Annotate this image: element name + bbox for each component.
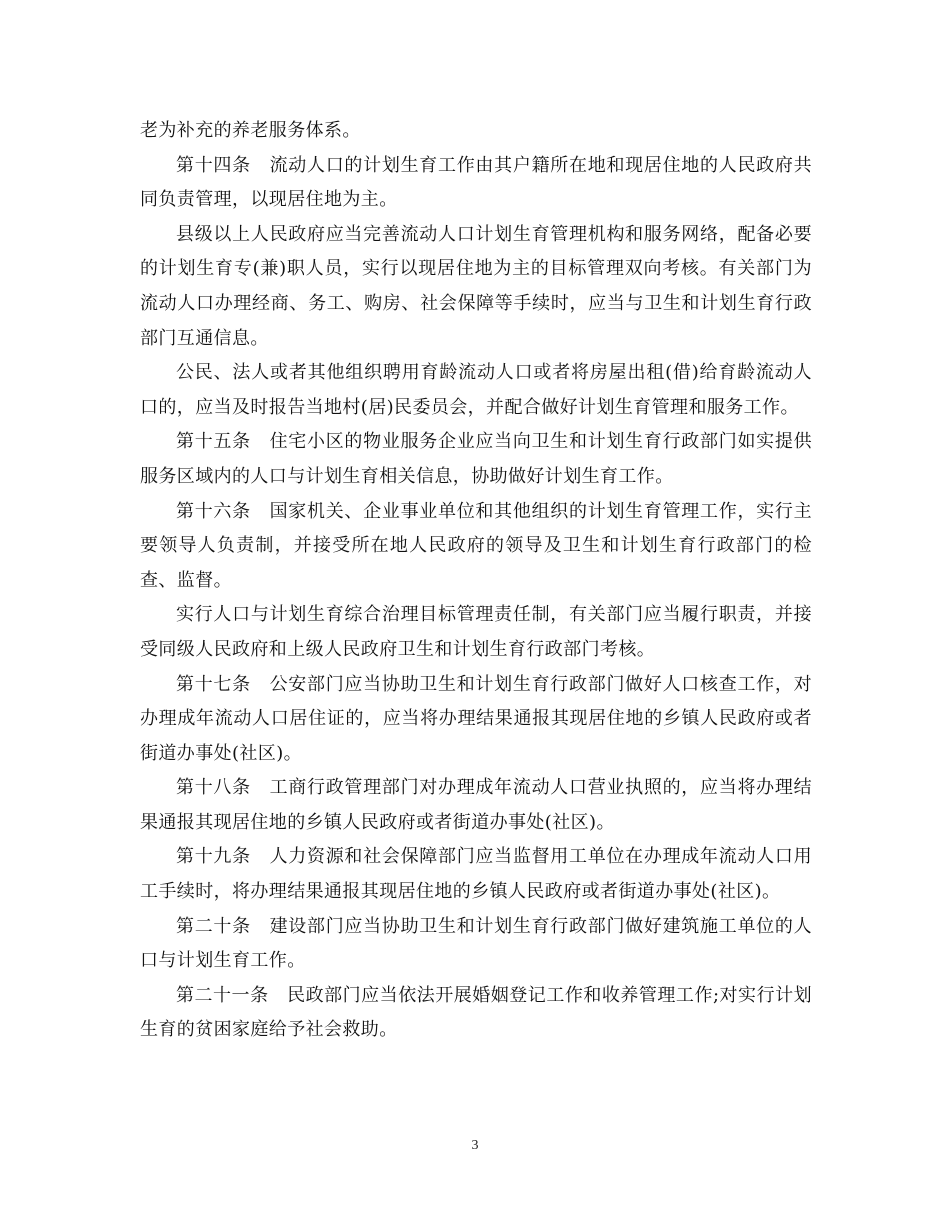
paragraph-employment-rental: 公民、法人或者其他组织聘用育龄流动人口或者将房屋出租(借)给育龄流动人口的，应当及时报告当地村(居)民委员会，并配合做好计划生育管理和服务工作。 (140, 362, 812, 418)
paragraph-article-16: 第十六条 国家机关、企业事业单位和其他组织的计划生育管理工作，实行主要领导人负责制，并接受所在地人民政府的领导及卫生和计划生育行政部门的检查、监督。 (140, 500, 812, 591)
paragraph-article-20: 第二十条 建设部门应当协助卫生和计划生育行政部门做好建筑施工单位的人口与计划生育工作。 (140, 915, 812, 972)
document-body (140, 114, 812, 1048)
paragraph-continuation: 老为补充的养老服务体系。 (140, 120, 361, 141)
paragraph-article-21: 第二十一条 民政部门应当依法开展婚姻登记工作和收养管理工作;对实行计划生育的贫困家庭给予社会救助。 (140, 984, 812, 1041)
paragraph-article-19: 第十九条 人力资源和社会保障部门应当监督用工单位在办理成年流动人口用工手续时，将办理结果通报其现居住地的乡镇人民政府或者街道办事处(社区)。 (140, 846, 812, 903)
page-number: 3 (471, 1138, 479, 1153)
paragraph-article-18: 第十八条 工商行政管理部门对办理成年流动人口营业执照的，应当将办理结果通报其现居住地的乡镇人民政府或者街道办事处(社区)。 (140, 777, 812, 833)
paragraph-article-17: 第十七条 公安部门应当协助卫生和计划生育行政部门做好人口核查工作，对办理成年流动人口居住证的，应当将办理结果通报其现居住地的乡镇人民政府或者街道办事处(社区)。 (140, 673, 812, 764)
paragraph-county-management: 县级以上人民政府应当完善流动人口计划生育管理机构和服务网络，配备必要的计划生育专(兼)职人员，实行以现居住地为主的目标管理双向考核。有关部门为流动人口办理经商、务工、购房、社会保障等手续时，应当与卫生和计划生育行政部门互通信息。 (140, 223, 812, 349)
paragraph-article-15: 第十五条 住宅小区的物业服务企业应当向卫生和计划生育行政部门如实提供服务区域内的人口与计划生育相关信息，协助做好计划生育工作。 (140, 431, 812, 487)
paragraph-article-14: 第十四条 流动人口的计划生育工作由其户籍所在地和现居住地的人民政府共同负责管理，以现居住地为主。 (140, 154, 812, 211)
paragraph-responsibility-system: 实行人口与计划生育综合治理目标管理责任制，有关部门应当履行职责，并接受同级人民政府和上级人民政府卫生和计划生育行政部门考核。 (140, 604, 812, 660)
